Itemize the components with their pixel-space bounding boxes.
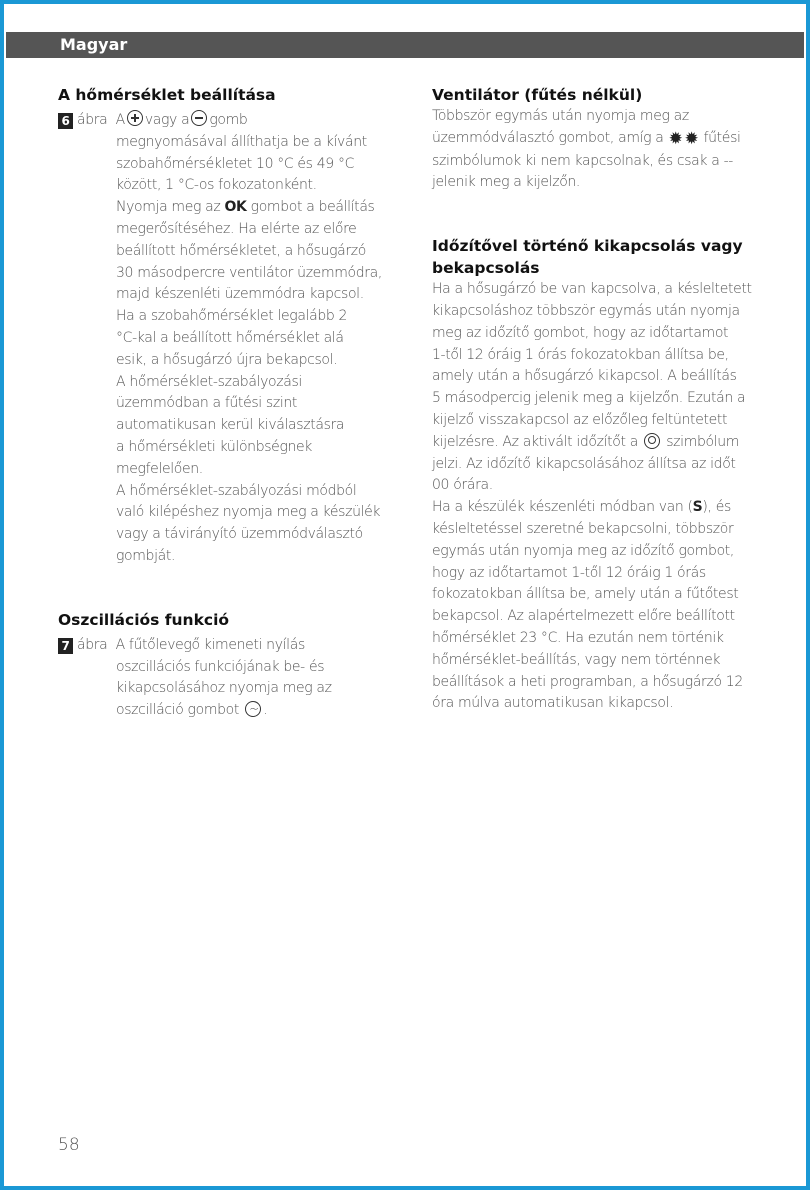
ok-post: gombot a beállítás (250, 199, 375, 216)
timer-line: jelzi. Az időzítő kikapcsolásához állítsa az időt (432, 455, 736, 472)
standby-symbol: S (692, 499, 703, 516)
figure-6-badge: 6 (58, 113, 73, 129)
temp-line1-c: gomb (209, 112, 248, 128)
timer-line: Ha a hősugárzó be van kapcsolva, a késleltetett (432, 281, 752, 298)
temp-line: való kilépéshez nyomja meg a készülék (116, 504, 381, 521)
temp-line1-b: vagy a (144, 112, 190, 128)
temp-line: gombját. (116, 547, 176, 564)
temp-line: a hőmérsékleti különbségnek (116, 438, 313, 455)
temp-figure-block (58, 110, 403, 568)
timer-line: 1-től 12 óráig 1 órás fokozatokban állítsa be, (432, 346, 729, 363)
temp-line: üzemmódban a fűtési szint (116, 395, 298, 412)
temp-line: beállított hőmérsékletet, a hősugárzó (116, 242, 367, 259)
osc-last-line (116, 700, 403, 722)
timer-line: bekapcsol. Az alapértelmezett előre beállított (432, 608, 735, 625)
timer-line: kijelző visszakapcsol az előzőleg feltüntetett (432, 411, 728, 428)
standby-post: ), és (702, 499, 731, 516)
timer-line: kikapcsoláshoz többször egymás után nyomja (432, 302, 740, 319)
temp-line: vagy a távirányító üzemmódválasztó (116, 526, 363, 543)
timer-section-title-1: Időzítővel történő kikapcsolás vagy (432, 237, 743, 256)
temp-line: megerősítéséhez. Ha elérte az előre (116, 220, 357, 237)
temp-line: automatikusan kerül kiválasztásra (116, 417, 345, 434)
timer-line: amely után a hősugárzó kikapcsol. A beállítás (432, 368, 737, 385)
ok-keyword: OK (224, 199, 247, 216)
temp-line: esik, a hősugárzó újra bekapcsol. (116, 351, 338, 368)
timer-line: óra múlva automatikusan kikapcsol. (432, 695, 674, 712)
timer-line: hőmérséklet 23 °C. Ha ezután nem történik (432, 629, 724, 646)
language-header (6, 32, 804, 58)
right-column (432, 84, 777, 715)
temp-line: majd készenléti üzemmódra kapcsol. (116, 286, 364, 303)
standby-pre: Ha a készülék készenléti módban van ( (432, 499, 693, 516)
fan-line: Többször egymás után nyomja meg az (432, 108, 689, 124)
timer-line: fokozatokban állítsa be, amely után a fűtőtest (432, 586, 739, 603)
osc-line: oszcillációs funkciójának be- és (116, 658, 325, 675)
osc-figure-block (58, 635, 403, 722)
timer-line: késleltetéssel szeretné bekapcsolni, többször (432, 520, 734, 537)
timer-line: egymás után nyomja meg az időzítő gombot, (432, 542, 735, 559)
timer-line: hogy az időtartamot 1-től 12 óráig 1 órás (432, 564, 706, 581)
left-column (58, 84, 403, 722)
timer-line: 00 órára. (432, 477, 493, 494)
temp-line: A hőmérséklet-szabályozási (116, 373, 302, 390)
page-number: 58 (58, 1135, 80, 1155)
minus-circle-icon (191, 110, 207, 126)
oscillation-icon (245, 701, 261, 717)
heat-sun-icon: ✹ (684, 128, 699, 149)
ok-pre: Nyomja meg az (116, 199, 221, 216)
osc-line1: A fűtőlevegő kimeneti nyílás (115, 636, 305, 653)
plus-circle-icon (127, 110, 143, 126)
temp-line: Ha a szobahőmérséklet legalább 2 (116, 308, 348, 325)
temp-ok-line (116, 197, 403, 219)
temp-line: között, 1 °C-os fokozatonként. (116, 177, 317, 194)
language-label: Magyar (60, 35, 128, 54)
osc-line: kikapcsolásához nyomja meg az (116, 680, 332, 697)
timer-line: 5 másodpercig jelenik meg a kijelzőn. Ezután a (432, 390, 746, 407)
fan-line2-post: fűtési (703, 129, 741, 146)
fan-section-title: Ventilátor (fűtés nélkül) (432, 86, 643, 104)
osc-last-pre: oszcilláció gombot (116, 702, 240, 719)
temp-section-title: A hőmérséklet beállítása (58, 86, 276, 104)
temp-line: szobahőmérsékletet 10 °C és 49 °C (116, 155, 355, 172)
timer-sym-post: szimbólum (666, 433, 740, 450)
fan-line: szimbólumok ki nem kapcsolnak, és csak a -- (432, 152, 733, 169)
temp-line: 30 másodpercre ventilátor üzemmódra, (116, 264, 383, 281)
timer-sym-pre: kijelzésre. Az aktivált időzítőt a (432, 433, 638, 450)
timer-line: meg az időzítő gombot, hogy az időtartamot (432, 324, 729, 341)
heat-sun-icon: ✹ (668, 128, 683, 149)
temp-line1-a: A (115, 112, 125, 128)
osc-last-post: . (263, 702, 268, 719)
fan-line: jelenik meg a kijelzőn. (432, 174, 581, 191)
figure-word: ábra (77, 636, 108, 653)
timer-line: beállítások a heti programban, a hősugárzó 12 (432, 673, 743, 690)
timer-section-title-2: bekapcsolás (432, 259, 540, 278)
figure-word: ábra (77, 112, 108, 128)
timer-icon (644, 433, 660, 449)
figure-7-badge: 7 (58, 638, 73, 654)
timer-line: hőmérséklet-beállítás, vagy nem történnek (432, 651, 721, 668)
fan-line2-pre: üzemmódválasztó gombot, amíg a (432, 129, 664, 146)
osc-section-title: Oszcillációs funkció (58, 610, 230, 629)
timer-standby-line (432, 497, 777, 519)
temp-line: megnyomásával állíthatja be a kívánt (116, 133, 367, 150)
temp-line: A hőmérséklet-szabályozási módból (116, 482, 357, 499)
fan-line-symbols (432, 128, 777, 151)
temp-line: °C-kal a beállított hőmérséklet alá (116, 329, 344, 346)
timer-symbol-line (432, 432, 777, 454)
temp-line: megfelelően. (116, 460, 203, 477)
